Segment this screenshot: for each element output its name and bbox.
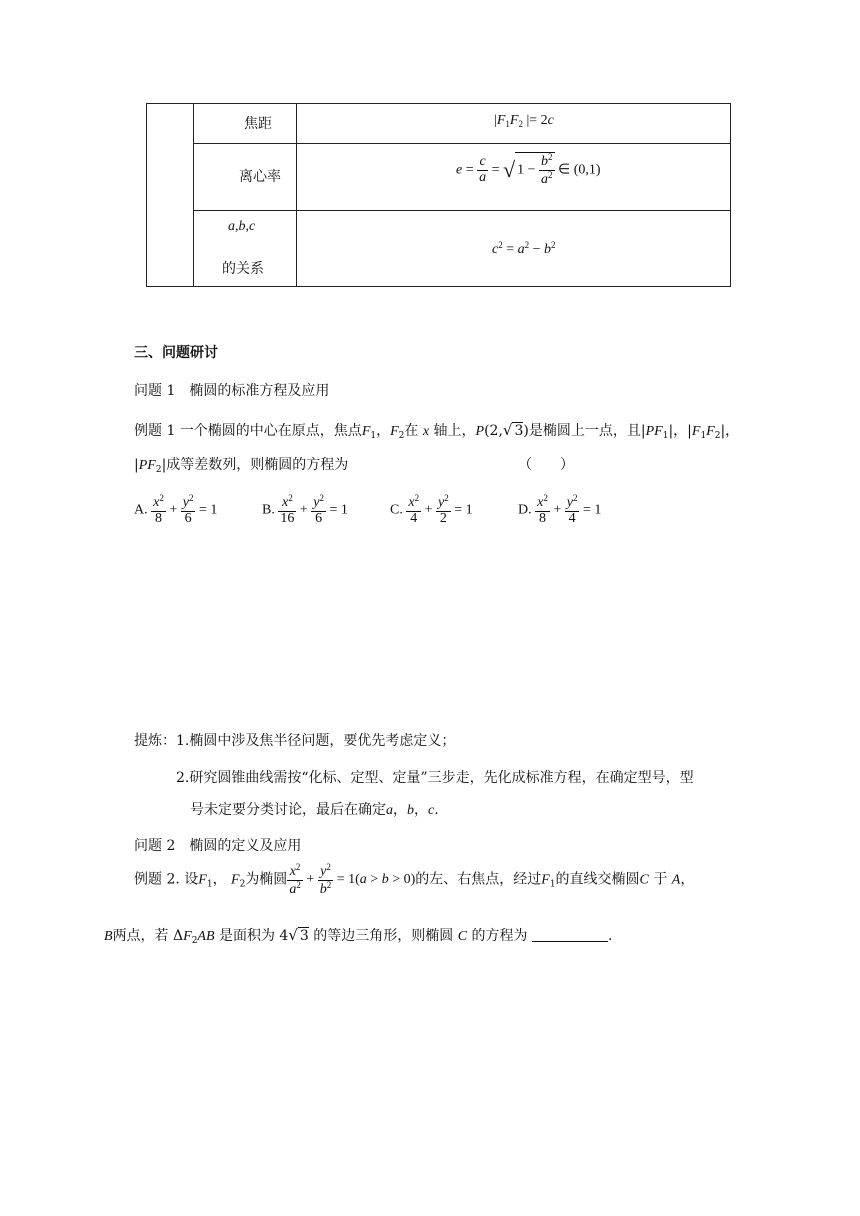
example2-text-b: 为椭圆 <box>245 871 288 888</box>
option-c-label: C. <box>390 502 403 518</box>
tips-line1 <box>134 730 455 750</box>
tips-label: 提炼： <box>134 733 176 749</box>
example1-text: 一个椭圆的中心在原点，焦点 <box>179 423 362 439</box>
example1-text-e: 成等差数列，则椭圆的方程为 <box>166 457 349 473</box>
example1-line2: $|PF_2|$成等差数列，则椭圆的方程为 <box>134 457 349 475</box>
problem2-heading: 问题 2 椭圆的定义及应用 <box>134 838 302 854</box>
option-b-label: B. <box>262 502 275 518</box>
example2-text-a: 设 <box>184 871 199 888</box>
example2-text-g: 是面积为 <box>218 928 275 944</box>
tips-text-1: 1.椭圆中涉及焦半径问题，要优先考虑定义； <box>176 733 456 749</box>
example2-text-e: 于 <box>653 871 668 888</box>
example2-text-d: 的直线交椭圆 <box>555 871 640 888</box>
problem1-heading: 问题 1 椭圆的标准方程及应用 <box>134 383 330 399</box>
section-title: 三、问题研讨 <box>134 345 218 361</box>
formula-focal-distance: $|F_1F_2$ |= 2c <box>494 113 554 129</box>
option-a: A. $\frac{x^2}{8}$ + $\frac{y^2}{6}$ = 1 <box>134 493 218 526</box>
example2-text-f: 两点，若 <box>112 928 169 944</box>
formula-eccentricity: e = $\frac{c}{a}$ = √ 1 − $\frac{b^2}{a^2}$ ∈ (0,1) <box>456 152 601 187</box>
table-label-abc: a,b,c <box>228 219 256 234</box>
example2-line2: B两点，若 $\Delta F_2AB$ 是面积为 4√ 3 的等边三角形，则椭圆 C 的方程为 . <box>104 926 613 946</box>
example2-text-i: 的方程为 <box>471 928 528 944</box>
example2-label: 例题 2. <box>134 871 180 888</box>
example1-line1: 例题 1 一个椭圆的中心在原点，焦点$F_1$，$F_2$在 x 轴上，P(2,√ 3)是椭圆上一点，且$|PF_1|$，$|F_1F_2|$， <box>134 421 740 441</box>
option-c: C. $\frac{x^2}{4}$ + $\frac{y^2}{2}$ = 1 <box>390 493 473 526</box>
example1-text-c: 轴上， <box>433 423 476 439</box>
table-label-relation: 的关系 <box>222 261 264 277</box>
option-d-label: D. <box>518 502 532 518</box>
tips-line2: 2.研究圆锥曲线需按“化标、定型、定量”三步走，先化成标准方程，在确定型号，型 <box>176 770 694 786</box>
example2-text-c: 的左、右焦点，经过 <box>415 871 542 888</box>
option-a-label: A. <box>134 502 148 518</box>
tips-line3: 号未定要分类讨论，最后在确定a，b，c. <box>190 802 439 818</box>
option-b: B. $\frac{x^2}{16}$ + $\frac{y^2}{6}$ = 1 <box>262 493 348 526</box>
table-label-eccentricity: 离心率 <box>239 169 281 185</box>
example1-text-b: 在 <box>404 423 419 439</box>
example1-text-d: 是椭圆上一点，且 <box>528 423 641 439</box>
example1-label: 例题 1 <box>134 423 176 439</box>
example2-line1: 例题 2. 设$F_1$， $F_2$为椭圆 $\frac{x^2}{a^2}$ + $\frac{y^2}{b^2}$ = 1(a > b > 0)的左、右焦点，经过$F_1$的直线交椭圆C 于 A， <box>134 862 695 897</box>
formula-relation: $c^2 = a^2 - b^2$ <box>492 240 556 257</box>
table-label-focal-distance: 焦距 <box>244 116 272 132</box>
answer-blank[interactable] <box>532 927 608 942</box>
option-d: D. $\frac{x^2}{8}$ + $\frac{y^2}{4}$ = 1 <box>518 493 602 526</box>
answer-paren: （ ） <box>518 457 574 473</box>
tips-text-3: 号未定要分类讨论，最后在确定 <box>190 802 386 818</box>
example2-text-h: 的等边三角形，则椭圆 <box>313 928 454 944</box>
